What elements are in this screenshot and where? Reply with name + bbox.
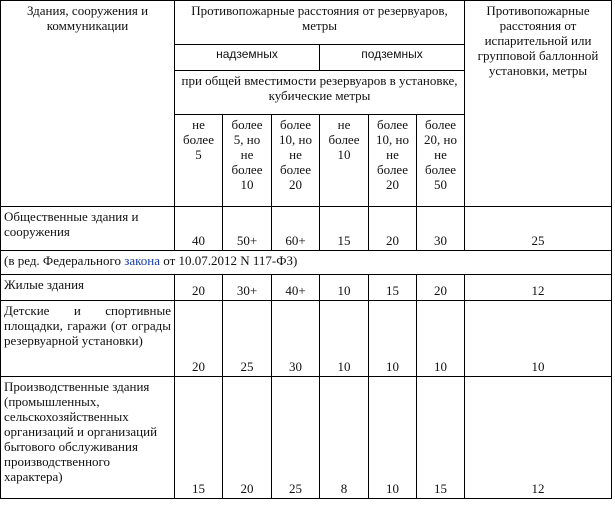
cell-value: 15	[417, 377, 465, 499]
cell-value: 20	[175, 301, 223, 377]
table-row	[1, 377, 612, 499]
cell-installation: 10	[465, 301, 612, 377]
cell-installation: 12	[465, 275, 612, 301]
cell-installation: 25	[465, 207, 612, 251]
cell-value: 20	[417, 275, 465, 301]
cell-value: 8	[320, 377, 369, 499]
capacity-col-1	[175, 115, 223, 207]
cell-value: 40	[175, 207, 223, 251]
capacity-text: 10, но	[376, 132, 409, 147]
cell-value: 50+	[223, 207, 272, 251]
capacity-col-3	[272, 115, 320, 207]
cell-value: 10	[417, 301, 465, 377]
cell-value: 25	[223, 301, 272, 377]
cell-value: 15	[320, 207, 369, 251]
row-label: Производственные здания (промышленных, сельскохозяйственных организаций и организаций бытового обслуживания производственного характера)	[1, 377, 175, 499]
cell-value: 25	[272, 377, 320, 499]
note-prefix: (в ред. Федерального	[4, 253, 121, 268]
cell-value: 40+	[272, 275, 320, 301]
capacity-text: более	[183, 132, 214, 147]
cell-value: 30	[417, 207, 465, 251]
capacity-text: 20	[289, 177, 302, 192]
row-label: Жилые здания	[1, 275, 175, 301]
header-total-capacity: при общей вместимости резервуаров в установке, кубические метры	[175, 71, 465, 115]
cell-value: 15	[369, 275, 417, 301]
amendment-note	[1, 251, 612, 275]
cell-value: 10	[320, 301, 369, 377]
capacity-text: 5, но	[233, 132, 261, 147]
table-row	[1, 301, 612, 377]
cell-value: 10	[369, 301, 417, 377]
capacity-text: 10	[240, 177, 254, 192]
capacity-text: 20, но	[424, 132, 457, 147]
cell-installation: 12	[465, 377, 612, 499]
capacity-text: не	[240, 147, 254, 162]
capacity-col-2	[223, 115, 272, 207]
capacity-text: 10, но	[279, 132, 312, 147]
row-label: Детские и спортивные площадки, гаражи (от ограды резервуарной установки)	[1, 301, 175, 377]
table-row	[1, 275, 612, 301]
capacity-text: более	[328, 132, 360, 147]
capacity-text: более	[231, 162, 263, 177]
row-label: Общественные здания и сооружения	[1, 207, 175, 251]
header-reservoir-distances: Противопожарные расстояния от резервуаров, метры	[175, 1, 465, 45]
capacity-text: 5	[195, 147, 202, 162]
capacity-text: 20	[386, 177, 399, 192]
capacity-text: 50	[434, 177, 447, 192]
note-suffix: от 10.07.2012 N 117-ФЗ)	[163, 253, 298, 268]
capacity-text: не	[192, 117, 205, 132]
law-link[interactable]: закона	[124, 253, 160, 268]
header-installation-distances: Противопожарные расстояния от испарительной или групповой баллонной установки, метры	[465, 1, 612, 207]
capacity-text: более	[280, 162, 311, 177]
capacity-text: не	[337, 117, 351, 132]
capacity-text: не	[386, 147, 399, 162]
capacity-col-6	[417, 115, 465, 207]
cell-value: 60+	[272, 207, 320, 251]
cell-value: 20	[369, 207, 417, 251]
capacity-col-5	[369, 115, 417, 207]
capacity-col-4	[320, 115, 369, 207]
amendment-row	[1, 251, 612, 275]
cell-value: 20	[223, 377, 272, 499]
cell-value: 10	[320, 275, 369, 301]
capacity-text: не	[434, 147, 447, 162]
capacity-text: 10	[337, 147, 351, 162]
cell-value: 20	[175, 275, 223, 301]
capacity-text: не	[289, 147, 302, 162]
capacity-text: более	[425, 162, 456, 177]
capacity-text: более	[377, 117, 408, 132]
cell-value: 30+	[223, 275, 272, 301]
capacity-text: более	[231, 117, 263, 132]
capacity-text: более	[377, 162, 408, 177]
cell-value: 15	[175, 377, 223, 499]
header-objects: Здания, сооружения и коммуникации	[1, 1, 175, 207]
header-above-ground: надземных	[175, 45, 320, 71]
table-row	[1, 207, 612, 251]
header-underground: подземных	[320, 45, 465, 71]
cell-value: 30	[272, 301, 320, 377]
cell-value: 10	[369, 377, 417, 499]
capacity-text: более	[280, 117, 311, 132]
capacity-text: более	[425, 117, 456, 132]
